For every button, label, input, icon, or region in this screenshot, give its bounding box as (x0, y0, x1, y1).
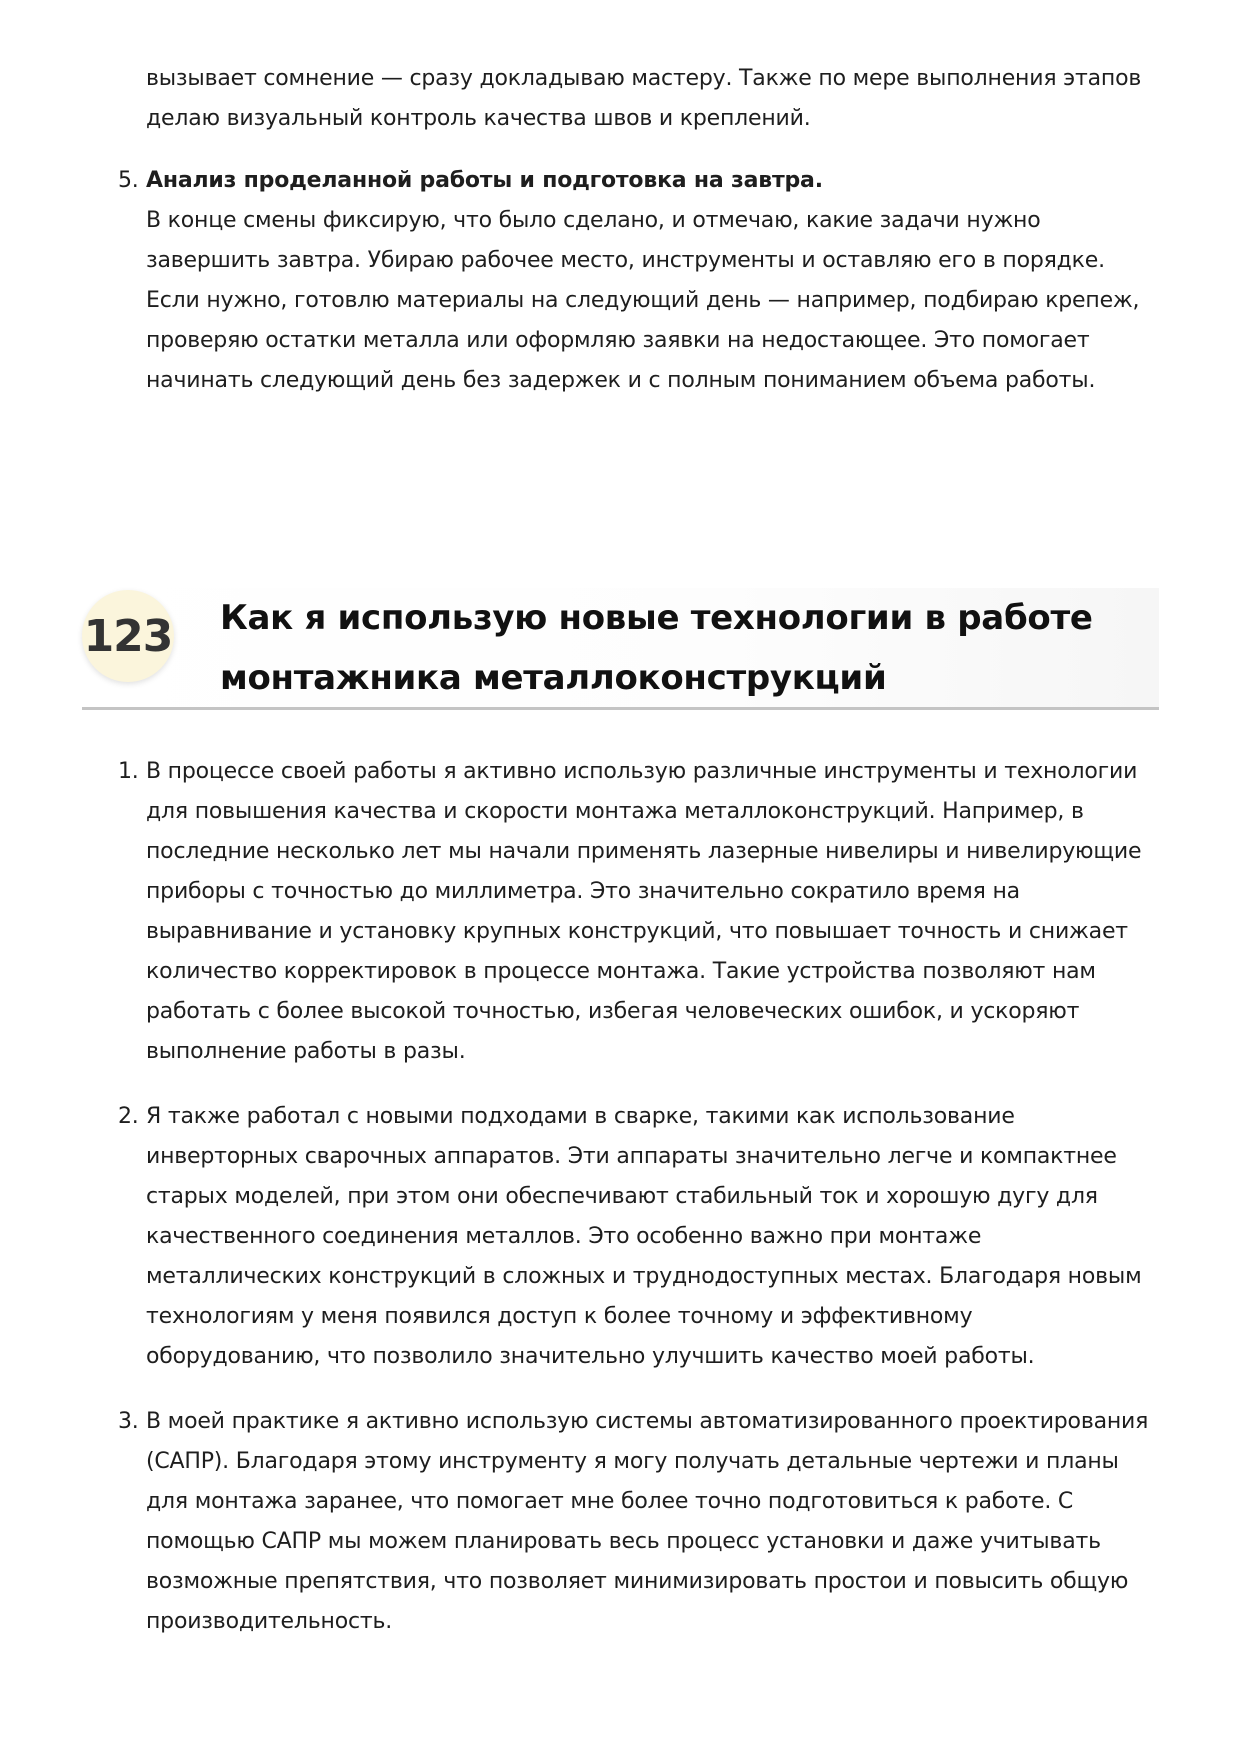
section-number-badge: 123 (82, 590, 174, 682)
section-title: Как я использую новые технологии в работе монтажника металлоконструкций (220, 598, 1093, 698)
list-item-5 (0, 161, 1239, 401)
section-header (82, 588, 1159, 710)
section-content (0, 752, 1239, 1667)
list-item-text: В моей практике я активно использую системы автоматизированного проектирования (САПР). Благодаря этому инструменту я могу получать детальные чертежи и планы для монтажа заранее, что помогает мне более точно подготовиться к работе. С помощью САПР мы можем планировать весь процесс установки и даже учитывать возможные препятствия, что позволяет минимизировать простои и повысить общую производительность. (146, 1409, 1149, 1634)
list-item-number: 2. (118, 1104, 139, 1129)
list-item-1 (0, 752, 1239, 1072)
list-item-text: В конце смены фиксирую, что было сделано, и отмечаю, какие задачи нужно завершить завтра. Убираю рабочее место, инструменты и оставляю его в порядке. Если нужно, готовлю материалы на следующий день — например, подбираю крепеж, проверяю остатки металла или оформляю заявки на недостающее. Это помогает начинать следующий день без задержек и с полным пониманием объема работы. (146, 208, 1140, 393)
list-item-heading: Анализ проделанной работы и подготовка на завтра. (146, 168, 823, 193)
list-item-text: вызывает сомнение — сразу докладываю мастеру. Также по мере выполнения этапов делаю визуальный контроль качества швов и креплений. (146, 66, 1142, 131)
list-item-3 (0, 1402, 1239, 1642)
list-item-number: 3. (118, 1409, 139, 1434)
list-item-text: Я также работал с новыми подходами в сварке, такими как использование инверторных сварочных аппаратов. Эти аппараты значительно легче и компактнее старых моделей, при этом они обеспечивают стабильный ток и хорошую дугу для качественного соединения металлов. Это особенно важно при монтаже металлических конструкций в сложных и труднодоступных местах. Благодаря новым технологиям у меня появился доступ к более точному и эффективному оборудованию, что позволило значительно улучшить качество моей работы. (146, 1104, 1142, 1369)
list-item-number: 1. (118, 759, 139, 784)
list-item-2 (0, 1097, 1239, 1377)
list-item-text: В процессе своей работы я активно использую различные инструменты и технологии для повышения качества и скорости монтажа металлоконструкций. Например, в последние несколько лет мы начали применять лазерные нивелиры и нивелирующие приборы с точностью до миллиметра. Это значительно сократило время на выравнивание и установку крупных конструкций, что повышает точность и снижает количество корректировок в процессе монтажа. Такие устройства позволяют нам работать с более высокой точностью, избегая человеческих ошибок, и ускоряют выполнение работы в разы. (146, 759, 1142, 1064)
previous-section-continuation (0, 59, 1239, 423)
section-divider (82, 707, 1159, 710)
list-item-4-continuation (0, 59, 1239, 139)
list-item-number: 5. (118, 168, 139, 193)
